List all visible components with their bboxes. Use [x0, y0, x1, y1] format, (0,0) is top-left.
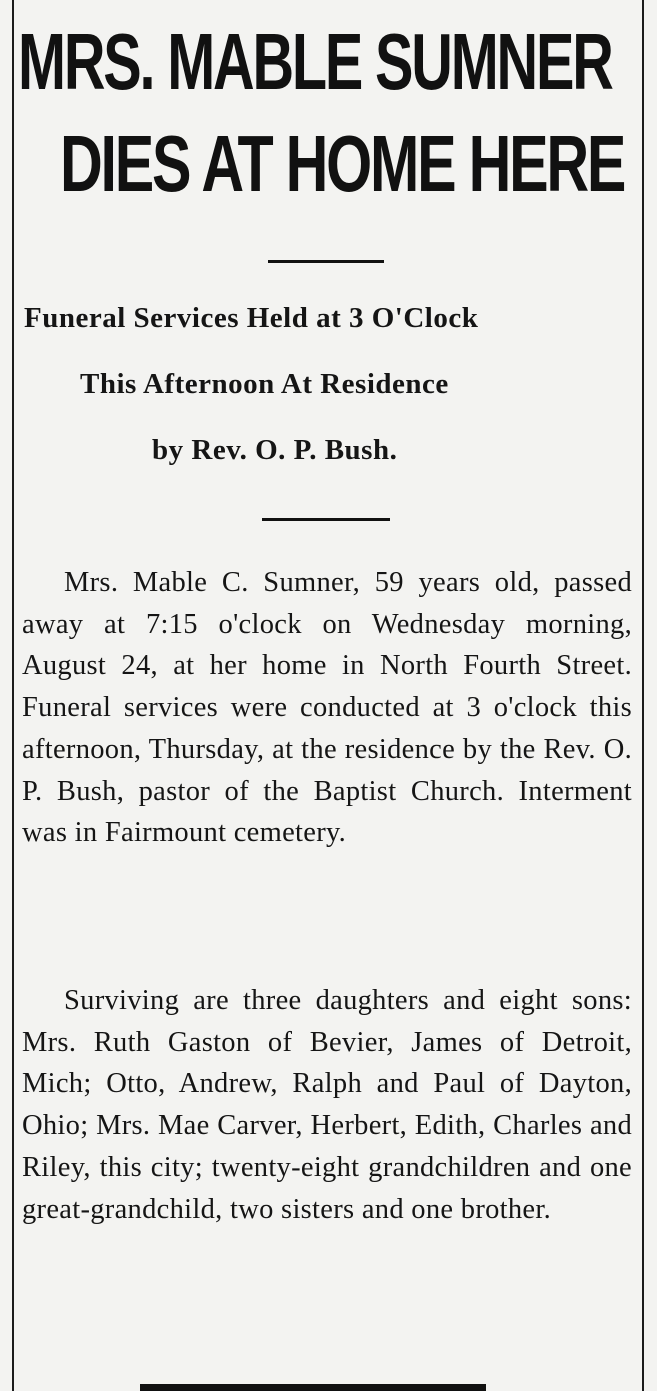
subheadline-line-2: This Afternoon At Residence: [80, 368, 449, 400]
headline-line-1: MRS. MABLE SUMNER: [18, 17, 612, 106]
article-paragraph-1: Mrs. Mable C. Sumner, 59 years old, passed away at 7:15 o'clock on Wednesday morning, August 24, at her home in North Fourth Street. Funeral services were conducted at 3 o'clock this afternoon, Thursday, at the residence by the Rev. O. P. Bush, pastor of the Baptist Church. Interment was in Fairmount cemetery.: [22, 567, 632, 849]
divider-rule: [268, 260, 384, 263]
subheadline-line-1: Funeral Services Held at 3 O'Clock: [24, 302, 479, 334]
divider-rule: [262, 518, 390, 521]
column-rule-right: [642, 0, 644, 1391]
headline-line-2: DIES AT HOME HERE: [60, 119, 625, 208]
bottom-rule: [140, 1384, 486, 1391]
article-paragraph-2: Surviving are three daughters and eight sons: Mrs. Ruth Gaston of Bevier, James of Detroit, Mich; Otto, Andrew, Ralph and Paul of Dayton, Ohio; Mrs. Mae Carver, Herbert, Edith, Charles and Riley, this city; twenty-eight grandchildren and one great-grandchild, two sisters and one brother.: [22, 985, 632, 1225]
subheadline-line-3: by Rev. O. P. Bush.: [152, 434, 398, 466]
column-rule-left: [12, 0, 14, 1391]
